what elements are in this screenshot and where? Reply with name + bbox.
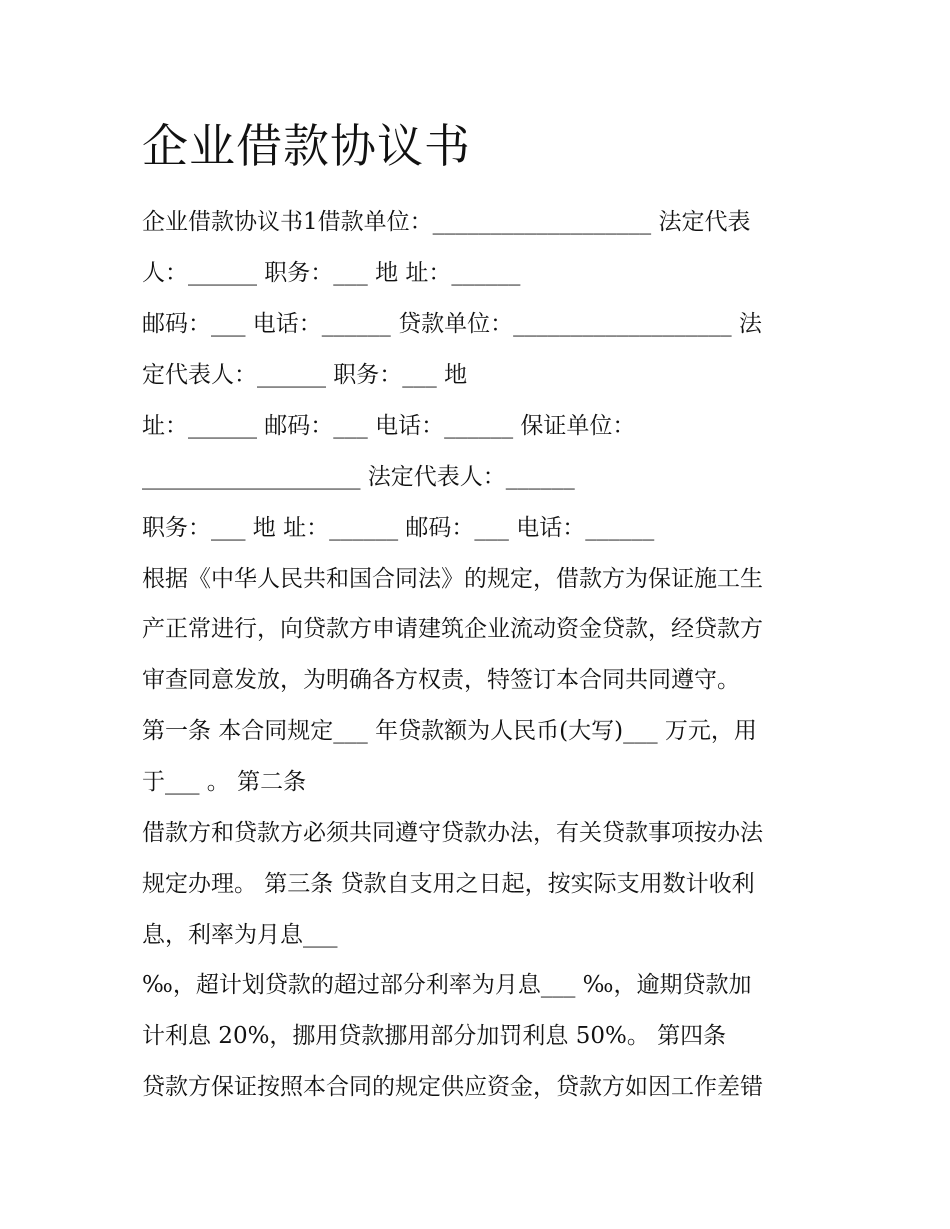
text-line-13: 借款方和贷款方必须共同遵守贷款办法，有关贷款事项按办法 (142, 820, 763, 846)
text-line-10: 审查同意发放，为明确各方权责，特签订本合同共同遵守。 (142, 667, 740, 693)
text-line-18: 贷款方保证按照本合同的规定供应资金，贷款方如因工作差错 (142, 1074, 763, 1100)
text-line-3: 邮码：___ 电话：______ 贷款单位：___________________ 法 (142, 311, 762, 337)
text-line-6: ___________________ 法定代表人：______ (142, 464, 575, 490)
text-line-12: 于___ 。 第二条 (142, 769, 307, 795)
text-line-7: 职务：___ 地 址：______ 邮码：___ 电话：______ (142, 515, 655, 541)
text-line-9: 产正常进行，向贷款方申请建筑企业流动资金贷款，经贷款方 (142, 616, 763, 642)
text-line-16: ‰，超计划贷款的超过部分利率为月息___ ‰，逾期贷款加 (142, 972, 752, 998)
text-line-11: 第一条 本合同规定___ 年贷款额为人民币(大写)___ 万元，用 (142, 718, 757, 744)
text-line-15: 息，利率为月息___ (142, 922, 338, 948)
text-line-2: 人：______ 职务：___ 地 址：______ (142, 260, 521, 286)
text-line-1: 企业借款协议书1借款单位：___________________ 法定代表 (142, 209, 751, 235)
text-line-4: 定代表人：______ 职务：___ 地 (142, 362, 468, 388)
text-line-5: 址：______ 邮码：___ 电话：______ 保证单位： (142, 413, 636, 439)
text-line-8: 根据《中华人民共和国合同法》的规定，借款方为保证施工生 (142, 566, 763, 592)
text-line-17: 计利息 20%，挪用贷款挪用部分加罚利息 50%。 第四条 (142, 1023, 727, 1049)
document-title: 企业借款协议书 (142, 119, 471, 173)
text-line-14: 规定办理。 第三条 贷款自支用之日起，按实际支用数计收利 (142, 871, 755, 897)
